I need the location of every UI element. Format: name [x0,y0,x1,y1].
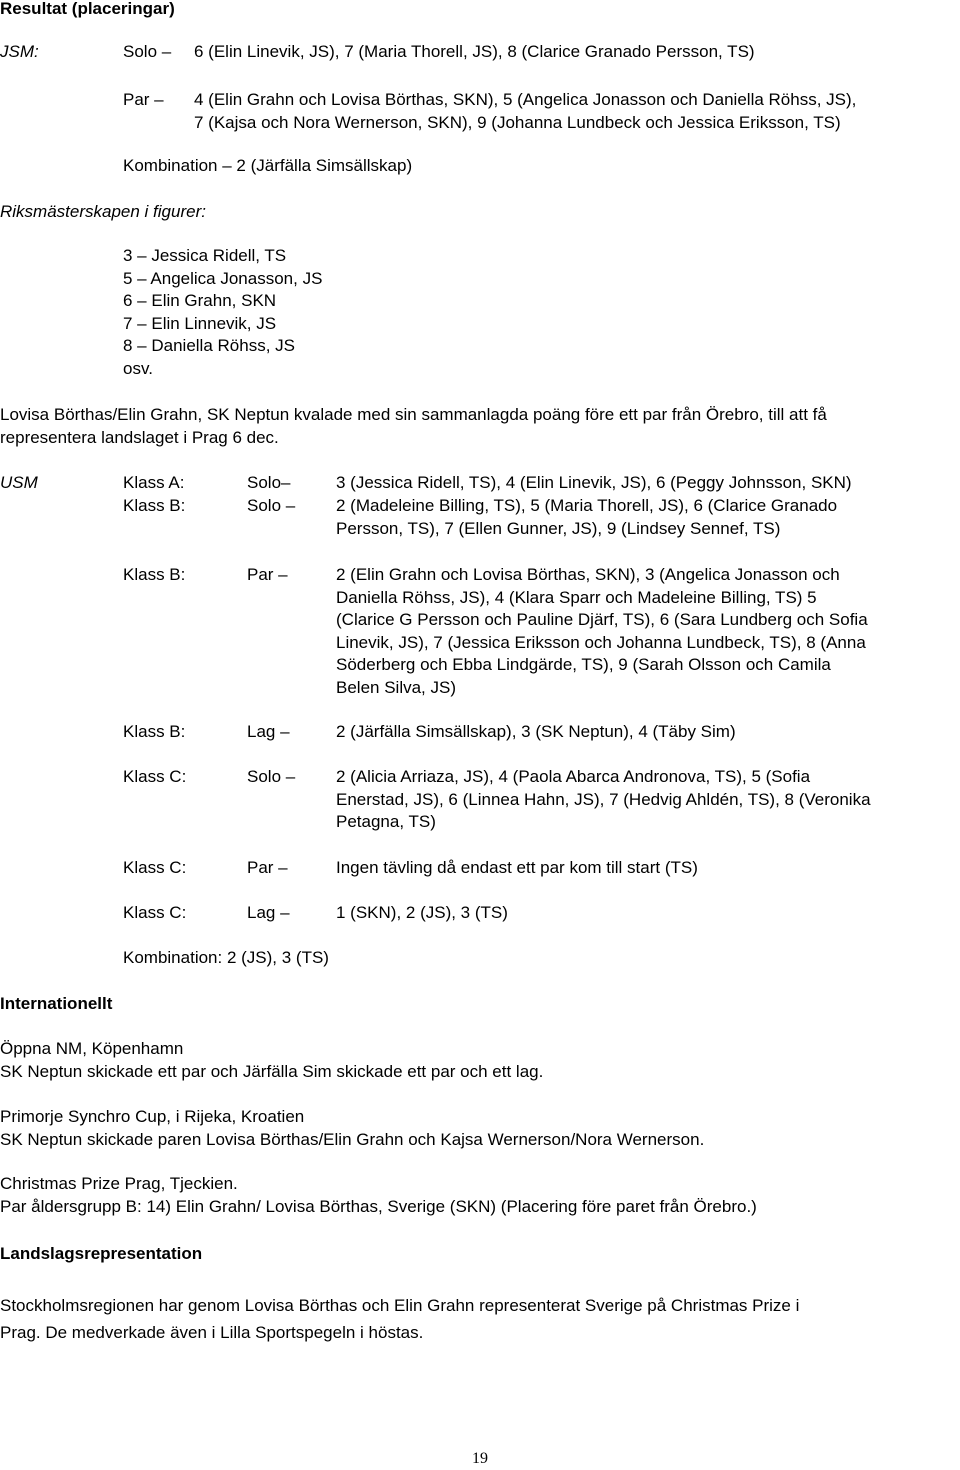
result-line: 2 (Alicia Arriaza, JS), 4 (Paola Abarca Andronova, TS), 5 (Sofia [336,767,811,786]
page-number: 19 [472,1450,488,1467]
result-line: 3 (Jessica Ridell, TS), 4 (Elin Linevik, JS), 6 (Peggy Johnsson, SKN) [336,473,852,492]
rm-label: Riksmästerskapen i figurer: [0,202,206,221]
usm-result [336,857,698,880]
international-item [0,1173,757,1218]
rm-list [123,245,322,380]
international-text: Par åldersgrupp B: 14) Elin Grahn/ Lovisa Börthas, Sverige (SKN) (Placering före paret från Örebro.) [0,1196,757,1216]
usm-klass: Klass C: [123,903,187,922]
usm-klass: Klass A: [123,473,185,492]
result-line: (Clarice G Persson och Pauline Djärf, TS), 6 (Sara Lundberg och Sofia [336,610,868,629]
jsm-par-text [194,89,856,134]
usm-klass: Klass B: [123,496,186,515]
result-line: Enerstad, JS), 6 (Linnea Hahn, JS), 7 (Hedvig Ahldén, TS), 8 (Veronika [336,789,871,809]
usm-klass: Klass C: [123,858,187,877]
list-item: 5 – Angelica Jonasson, JS [123,268,323,288]
usm-result [336,766,871,834]
list-item: 8 – Daniella Röhss, JS [123,336,295,355]
paragraph-line: Stockholmsregionen har genom Lovisa Börthas och Elin Grahn representerat Sverige på Christmas Prize i [0,1296,800,1315]
usm-event: Lag – [247,722,290,741]
result-line: 1 (SKN), 2 (JS), 3 (TS) [336,903,508,922]
jsm-solo-label: Solo – [123,42,172,61]
usm-result [336,902,508,925]
international-text: SK Neptun skickade ett par och Järfälla Sim skickade ett par och ett lag. [0,1061,544,1081]
jsm-par-line: 4 (Elin Grahn och Lovisa Börthas, SKN), 5 (Angelica Jonasson och Daniella Röhss, JS), [194,90,857,109]
paragraph-line: Lovisa Börthas/Elin Grahn, SK Neptun kvalade med sin sammanlagda poäng före ett par från Örebro, till att få [0,405,827,424]
usm-result [336,495,837,540]
international-title: Christmas Prize Prag, Tjeckien. [0,1174,238,1193]
international-title: Öppna NM, Köpenhamn [0,1039,184,1058]
jsm-par-label: Par – [123,90,164,109]
paragraph-line: Prag. De medverkade även i Lilla Sportspegeln i höstas. [0,1323,424,1342]
international-text: SK Neptun skickade paren Lovisa Börthas/Elin Grahn och Kajsa Wernerson/Nora Wernerson. [0,1129,705,1149]
list-item: 6 – Elin Grahn, SKN [123,291,277,310]
result-line: 2 (Järfälla Simsällskap), 3 (SK Neptun), 4 (Täby Sim) [336,722,736,741]
usm-result [336,472,852,495]
result-line: Persson, TS), 7 (Ellen Gunner, JS), 9 (Lindsey Sennef, TS) [336,518,781,538]
usm-result [336,564,868,699]
result-line: Belen Silva, JS) [336,677,456,697]
heading-landslag: Landslagsrepresentation [0,1244,203,1263]
result-line: Daniella Röhss, JS), 4 (Klara Sparr och Madeleine Billing, TS) 5 [336,587,817,607]
usm-label: USM [0,473,38,492]
usm-klass: Klass B: [123,565,186,584]
international-item [0,1038,543,1083]
usm-event: Par – [247,565,288,584]
result-line: Söderberg och Ebba Lindgärde, TS), 9 (Sarah Olsson och Camila [336,655,831,674]
result-line: 2 (Madeleine Billing, TS), 5 (Maria Thorell, JS), 6 (Clarice Granado [336,496,838,515]
list-item: osv. [123,358,153,378]
result-line: Ingen tävling då endast ett par kom till start (TS) [336,858,698,877]
result-line: 2 (Elin Grahn och Lovisa Börthas, SKN), 3 (Angelica Jonasson och [336,565,840,584]
usm-klass: Klass C: [123,767,187,786]
heading-international: Internationellt [0,994,113,1013]
heading-results: Resultat (placeringar) [0,0,175,18]
landslag-paragraph [0,1292,799,1346]
paragraph-line: representera landslaget i Prag 6 dec. [0,427,279,447]
jsm-par-line: 7 (Kajsa och Nora Wernerson, SKN), 9 (Johanna Lundbeck och Jessica Eriksson, TS) [194,112,841,132]
list-item: 7 – Elin Linnevik, JS [123,313,277,333]
qualify-paragraph [0,404,827,449]
usm-event: Lag – [247,903,290,922]
usm-event: Solo– [247,473,291,492]
jsm-solo-text: 6 (Elin Linevik, JS), 7 (Maria Thorell, JS), 8 (Clarice Granado Persson, TS) [194,42,755,61]
international-item [0,1106,704,1151]
jsm-label: JSM: [0,42,39,61]
usm-event: Solo – [247,767,296,786]
international-title: Primorje Synchro Cup, i Rijeka, Kroatien [0,1107,305,1126]
usm-kombination: Kombination: 2 (JS), 3 (TS) [123,948,329,967]
usm-event: Par – [247,858,288,877]
jsm-kombination: Kombination – 2 (Järfälla Simsällskap) [123,156,413,175]
result-line: Linevik, JS), 7 (Jessica Eriksson och Johanna Lundbeck, TS), 8 (Anna [336,632,866,652]
usm-event: Solo – [247,496,296,515]
list-item: 3 – Jessica Ridell, TS [123,246,287,265]
usm-klass: Klass B: [123,722,186,741]
usm-result [336,721,736,744]
result-line: Petagna, TS) [336,812,436,831]
